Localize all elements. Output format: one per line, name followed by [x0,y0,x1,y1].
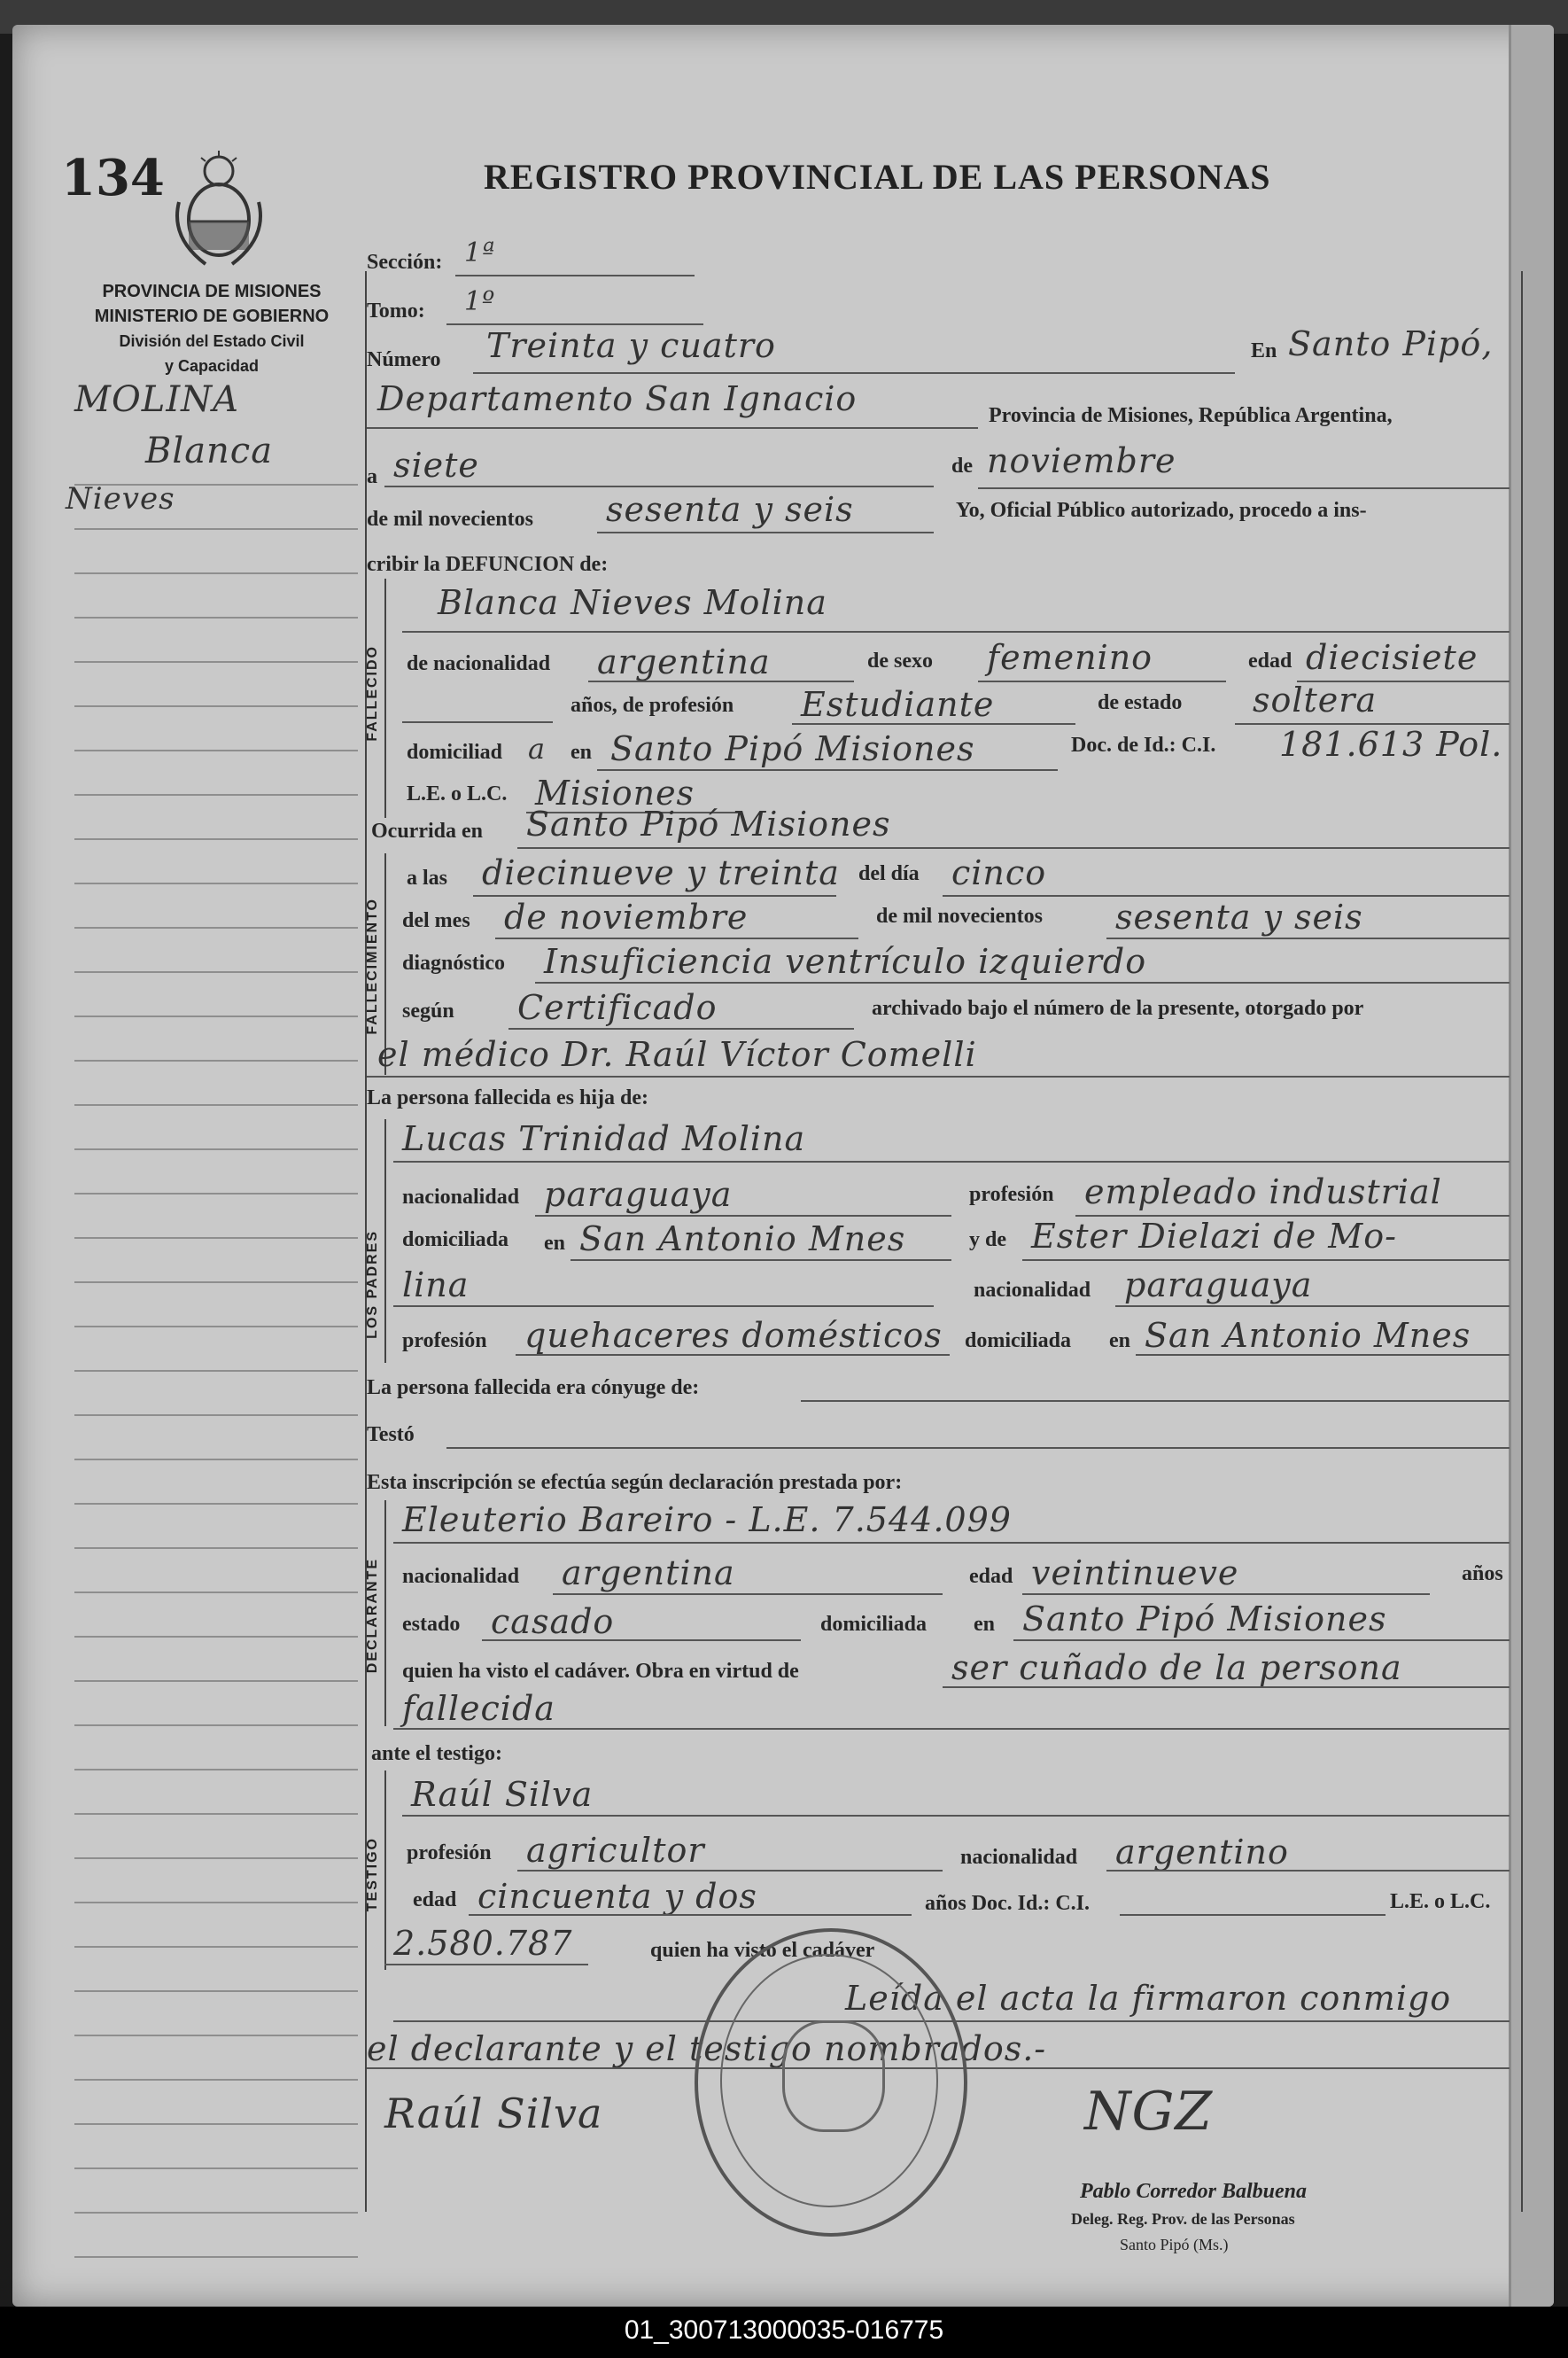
firma-oficial: NGZ [1084,2081,1214,2143]
tomo-label: Tomo: [367,300,425,323]
padre-profesion-label: profesión [969,1183,1054,1206]
hija-label: La persona fallecida es hija de: [367,1086,648,1109]
declarante-edad-label: edad [969,1565,1013,1588]
madre-domicilio-value: San Antonio Mnes [1145,1316,1471,1355]
margin-ruled-lines [74,441,358,2214]
mes-value-fallecimiento: de noviembre [504,898,749,937]
seccion-label: Sección: [367,251,443,274]
fallecido-nombre: Blanca Nieves Molina [438,583,827,622]
scan-id: 01_300713000035-016775 [624,2315,944,2345]
testigo-section-label: TESTIGO [365,1837,380,1912]
padre-nacionalidad-value: paraguaya [544,1175,733,1214]
declarante-nacionalidad-value: argentina [562,1553,735,1592]
mes-label: del mes [402,909,470,932]
madre-nombre-1: Ester Dielazi de Mo- [1031,1217,1397,1256]
padre-profesion-value: empleado industrial [1084,1172,1442,1211]
fallecido-domicilio-label: domiciliad [407,741,503,764]
madre-profesion-value: quehaceres domésticos [524,1316,943,1355]
ocurrida-label: Ocurrida en [371,820,483,843]
padre-domicilio-value: San Antonio Mnes [579,1219,906,1258]
madre-profesion-label: profesión [402,1329,487,1352]
fallecimiento-section-label: FALLECIMIENTO [365,898,380,1035]
padres-section-label: LOS PADRES [365,1230,380,1339]
testo-label: Testó [367,1423,415,1446]
institution-block [66,279,358,378]
declarante-en-label: en [974,1613,995,1636]
cierre-line-2: el declarante y el testigo nombrados.- [367,2029,1047,2068]
testigo-cadaver-label: quien ha visto el cadáver [650,1939,875,1962]
hora-label: a las [407,867,448,890]
ocurrida-value: Santo Pipó Misiones [526,805,891,844]
fallecido-sexo-label: de sexo [867,650,933,673]
madre-nacionalidad-value: paraguaya [1124,1265,1313,1304]
testigo-nombre: Raúl Silva [411,1775,594,1814]
margin-firstname: Blanca [145,431,274,471]
declarante-section-label: DECLARANTE [365,1558,380,1674]
fallecido-edad-label: edad [1248,650,1292,673]
declarante-cadaver-label: quien ha visto el cadáver. Obra en virtud de [402,1660,799,1683]
testigo-le-label: L.E. o L.C. [1390,1890,1491,1913]
anio-fallecimiento-label: de mil novecientos [876,905,1043,928]
fallecido-edad-value: diecisiete [1306,638,1479,677]
coat-of-arms-icon [170,149,268,273]
declarante-nombre: Eleuterio Bareiro - L.E. 7.544.099 [402,1500,1012,1539]
padre-nacionalidad-label: nacionalidad [402,1186,520,1209]
oficial-nombre: Pablo Corredor Balbuena [1080,2180,1308,2203]
hora-value: diecinueve y treinta [482,853,840,892]
fallecido-doc-label: Doc. de Id.: C.I. [1071,734,1216,757]
fallecido-sexo-value: femenino [987,638,1153,677]
fallecido-estado-value: soltera [1253,681,1378,720]
numero-value: Treinta y cuatro [486,326,776,365]
division-name-1: División del Estado Civil [119,332,305,350]
padre-nombre: Lucas Trinidad Molina [402,1119,806,1158]
firma-testigo: Raúl Silva [384,2090,603,2137]
anio-label: de mil novecientos [367,508,533,531]
inscripcion-label: Esta inscripción se efectúa según declaración prestada por: [367,1471,903,1494]
anio-fallecimiento-value: sesenta y seis [1115,898,1363,937]
testigo-edad-label: edad [413,1888,457,1911]
numero-label: Número [367,348,441,371]
testigo-le-value: 2.580.787 [393,1924,573,1963]
segun-label: según [402,1000,454,1023]
dia-label: del día [858,862,920,885]
ante-testigo-label: ante el testigo: [371,1742,502,1765]
conyuge-label: La persona fallecida era cónyuge de: [367,1376,700,1399]
fallecido-section-label: FALLECIDO [365,645,380,742]
testigo-nacionalidad-value: argentino [1115,1833,1289,1872]
madre-nacionalidad-label: nacionalidad [974,1279,1091,1302]
margin-surname: MOLINA [74,379,239,420]
madre-en-label: en [1109,1329,1130,1352]
testigo-doc-label: años Doc. Id.: C.I. [925,1892,1091,1915]
declarante-nacionalidad-label: nacionalidad [402,1565,520,1588]
testigo-profesion-label: profesión [407,1841,492,1864]
fallecido-le-value: Misiones [535,774,695,813]
departamento-value: Departamento San Ignacio [377,379,858,418]
fallecido-domicilio-en: en [571,741,592,764]
division-name-2: y Capacidad [164,357,260,375]
dia-value: siete [393,446,479,485]
dia-value-fallecimiento: cinco [951,853,1047,892]
provincia-label: Provincia de Misiones, República Argentina, [989,404,1393,427]
fallecido-estado-label: de estado [1098,691,1183,714]
fallecido-profesion-value: Estudiante [801,685,995,724]
medico-value: el médico Dr. Raúl Víctor Comelli [377,1035,977,1074]
a-label: a [367,465,377,488]
declarante-virtud-value: ser cuñado de la persona [951,1648,1402,1687]
en-value: Santo Pipó, [1288,324,1494,363]
diagnostico-label: diagnóstico [402,952,506,975]
declarante-estado-value: casado [491,1602,615,1641]
segun-value: Certificado [517,988,718,1027]
fallecido-nacionalidad-value: argentina [597,642,771,681]
padre-en-label: en [544,1232,565,1255]
declarante-virtud-value-2: fallecida [402,1689,555,1728]
folio-number: 134 [61,149,165,207]
madre-nombre-2: lina [402,1265,470,1304]
declarante-domiciliada-label: domiciliada [820,1613,928,1636]
fallecido-domicilio-value: Santo Pipó Misiones [610,729,975,768]
oficial-label: Yo, Oficial Público autorizado, procedo a ins- [956,499,1367,522]
official-seal-icon [695,1928,967,2237]
inscribir-label: cribir la DEFUNCION de: [367,553,609,576]
tomo-value: 1º [464,286,496,317]
scan-footer [0,2307,1568,2358]
province-name: PROVINCIA DE MISIONES [102,282,322,301]
fallecido-doc-value: 181.613 Pol. [1279,725,1503,764]
declarante-estado-label: estado [402,1613,461,1636]
fallecido-domicilio-a: a [528,732,547,766]
anio-value: sesenta y seis [606,490,854,529]
fallecido-nacionalidad-label: de nacionalidad [407,652,551,675]
document-page [12,25,1554,2307]
archivado-label: archivado bajo el número de la presente, otorgado por [872,997,1364,1020]
en-label: En [1251,339,1277,362]
fallecido-le-label: L.E. o L.C. [407,782,508,805]
document-title: REGISTRO PROVINCIAL DE LAS PERSONAS [484,157,1271,197]
diagnostico-value: Insuficiencia ventrículo izquierdo [544,942,1147,981]
testigo-nacionalidad-label: nacionalidad [960,1846,1078,1869]
padre-domiciliada-label: domiciliada [402,1228,509,1251]
madre-domiciliada-label: domiciliada [965,1329,1072,1352]
declarante-anios-label: años [1462,1562,1503,1585]
y-de-label: y de [969,1228,1006,1251]
seccion-value: 1ª [464,237,496,268]
margin-middlename: Nieves [66,481,175,517]
cierre-line-1: Leída el acta la firmaron conmigo [845,1979,1452,2018]
declarante-domicilio-value: Santo Pipó Misiones [1022,1599,1387,1638]
testigo-edad-value: cincuenta y dos [477,1877,757,1916]
declarante-edad-value: veintinueve [1031,1553,1239,1592]
ministry-name: MINISTERIO DE GOBIERNO [94,307,330,326]
fallecido-anios-label: años, de profesión [571,694,734,717]
testigo-profesion-value: agricultor [526,1831,705,1870]
mes-value: noviembre [987,441,1176,480]
de-label: de [951,455,973,478]
oficial-lugar: Santo Pipó (Ms.) [1120,2236,1229,2253]
oficial-cargo: Deleg. Reg. Prov. de las Personas [1071,2210,1295,2228]
